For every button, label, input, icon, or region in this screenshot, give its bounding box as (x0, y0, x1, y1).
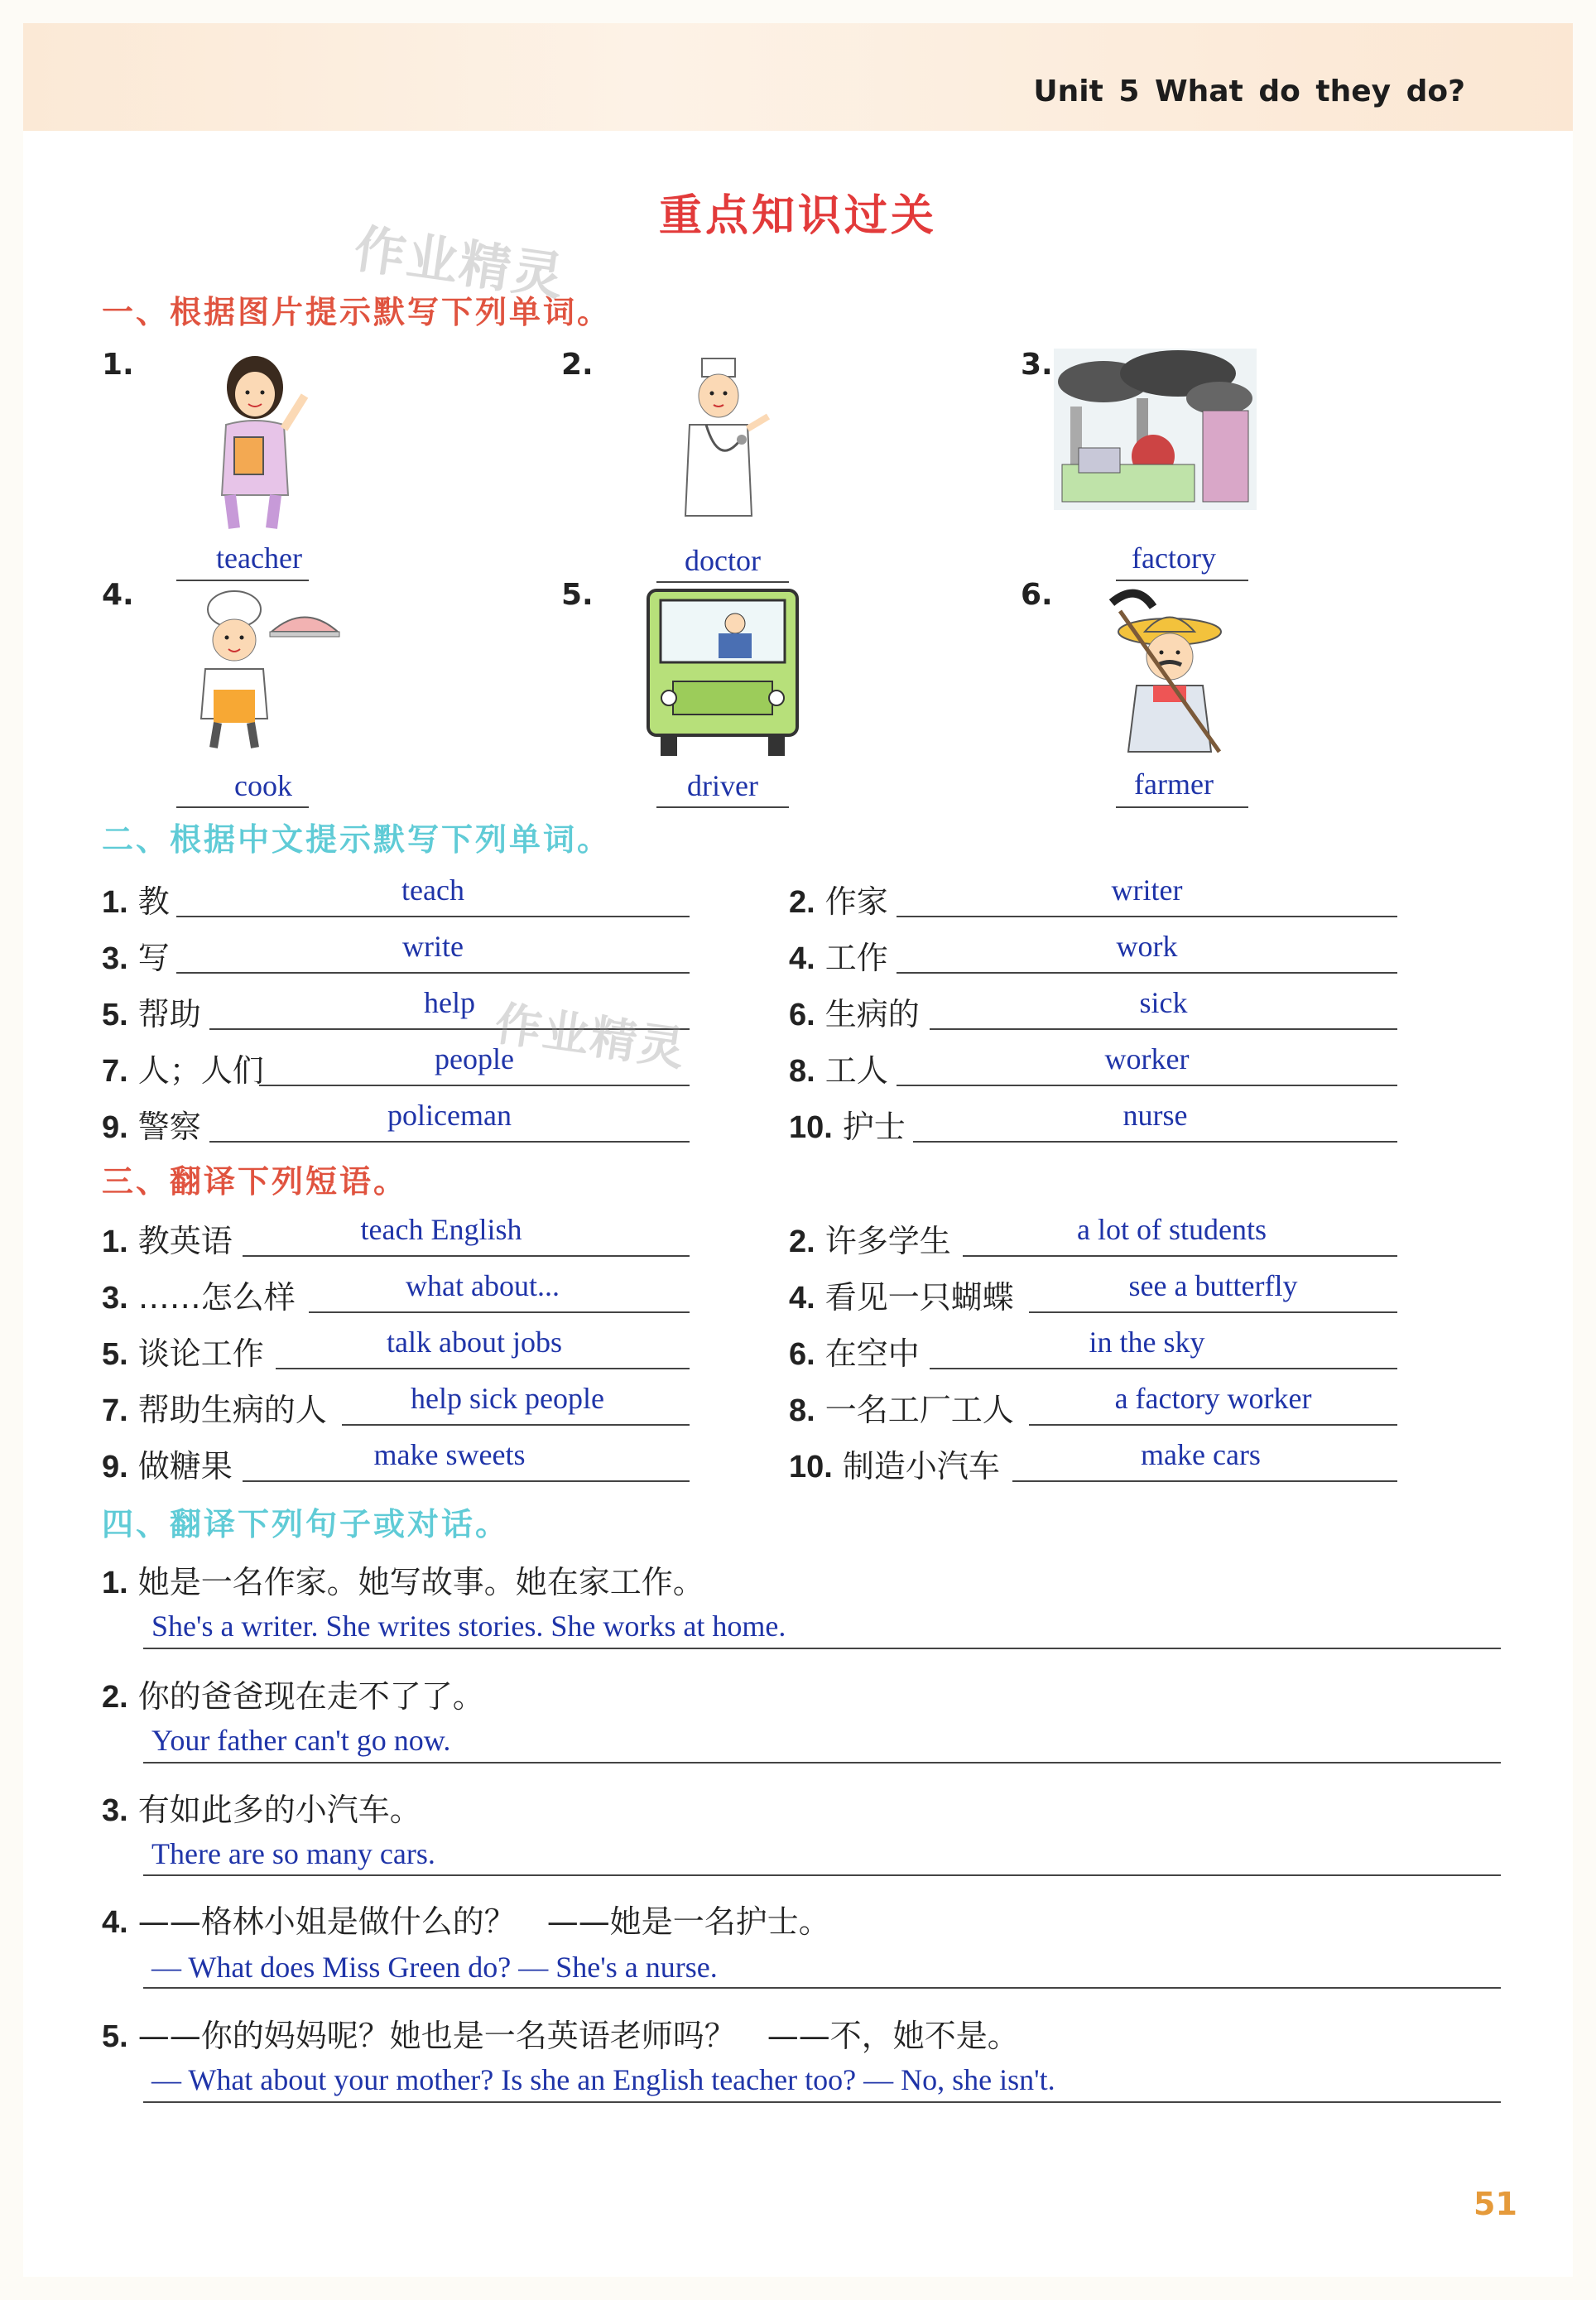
section-3-title: 三、翻译下列短语。 (102, 1163, 408, 1200)
s2-q1-answer: teach (401, 873, 464, 907)
q3-number: 3. (1021, 348, 1053, 382)
page-title: 重点知识过关 (658, 191, 937, 241)
s3-q9: 9. 做糖果 (102, 1448, 233, 1484)
cook-illustration (180, 586, 346, 752)
s3-q4-answer: see a butterfly (1128, 1269, 1298, 1302)
s4-q2-line (143, 1762, 1501, 1763)
bus-driver-illustration (640, 582, 805, 760)
s4-q5-line (143, 2101, 1501, 2103)
s3-q8: 8. 一名工厂工人 (789, 1392, 1014, 1428)
watermark: 作业精灵 (350, 218, 570, 308)
s4-q3-answer: There are so many cars. (151, 1837, 435, 1870)
s3-q6-answer: in the sky (1089, 1326, 1205, 1359)
factory-illustration (1054, 349, 1257, 510)
doctor-illustration (661, 350, 776, 537)
s2-q2: 2. 作家 (789, 883, 888, 920)
s2-q8-line (897, 1085, 1397, 1086)
q5-underline (656, 806, 789, 808)
unit-header: Unit 5 What do they do? (1033, 75, 1465, 108)
s2-q9: 9. 警察 (102, 1109, 201, 1145)
s3-q3-answer: what about... (406, 1269, 560, 1302)
s2-q3: 3. 写 (102, 940, 170, 976)
s3-q10: 10. 制造小汽车 (789, 1448, 1000, 1484)
s4-q2-prompt: 2. 你的爸爸现在走不了了。 (102, 1678, 484, 1715)
s3-q2-line (963, 1255, 1397, 1257)
s3-q2-answer: a lot of students (1077, 1213, 1267, 1246)
s4-q1-prompt: 1. 她是一名作家。她写故事。她在家工作。 (102, 1564, 704, 1600)
s2-q10: 10. 护士 (789, 1109, 906, 1145)
s2-q4-answer: work (1116, 930, 1178, 963)
s2-q6-answer: sick (1139, 986, 1188, 1019)
worksheet-page (23, 23, 1573, 2277)
s4-q5-prompt: 5. ——你的妈妈呢？她也是一名英语老师吗？ ——不，她不是。 (102, 2018, 1019, 2054)
s2-q10-line (913, 1141, 1397, 1143)
s3-q3-line (309, 1311, 690, 1313)
s3-q9-line (243, 1480, 690, 1482)
s3-q8-line (1029, 1424, 1397, 1426)
page-number: 51 (1473, 2186, 1517, 2222)
s2-q8: 8. 工人 (789, 1052, 888, 1089)
s3-q7-line (342, 1424, 690, 1426)
s3-q2: 2. 许多学生 (789, 1223, 951, 1259)
s3-q6: 6. 在空中 (789, 1335, 920, 1372)
s2-q3-answer: write (402, 930, 464, 963)
q1-number: 1. (102, 348, 134, 382)
s3-q1: 1. 教英语 (102, 1223, 233, 1259)
s3-q7: 7. 帮助生病的人 (102, 1392, 327, 1428)
s3-q9-answer: make sweets (373, 1438, 526, 1471)
section-4-title: 四、翻译下列句子或对话。 (102, 1506, 510, 1542)
section-1-title: 一、根据图片提示默写下列单词。 (102, 294, 612, 330)
q3-underline (1116, 580, 1248, 581)
s2-q4: 4. 工作 (789, 940, 888, 976)
s4-q1-answer: She's a writer. She writes stories. She works at home. (151, 1610, 786, 1643)
s2-q7: 7. 人；人们 (102, 1052, 264, 1089)
s4-q4-answer: — What does Miss Green do? — She's a nurse. (151, 1951, 718, 1984)
s2-q6: 6. 生病的 (789, 996, 920, 1032)
s2-q4-line (897, 972, 1397, 974)
s3-q8-answer: a factory worker (1114, 1382, 1312, 1415)
s2-q5-answer: help (424, 986, 475, 1019)
s4-q3-prompt: 3. 有如此多的小汽车。 (102, 1792, 421, 1828)
s4-q5-answer: — What about your mother? Is she an English teacher too? — No, she isn't. (151, 2063, 1055, 2096)
s3-q1-line (243, 1255, 690, 1257)
q5-answer: driver (687, 769, 758, 802)
s3-q1-answer: teach English (360, 1213, 522, 1246)
s3-q10-answer: make cars (1141, 1438, 1261, 1471)
q4-answer: cook (234, 769, 292, 802)
q1-answer: teacher (216, 541, 302, 575)
s3-q10-line (1012, 1480, 1397, 1482)
s4-q2-answer: Your father can't go now. (151, 1724, 451, 1757)
q6-answer: farmer (1134, 767, 1214, 801)
q4-underline (176, 806, 309, 808)
q2-number: 2. (561, 348, 594, 382)
s2-q2-answer: writer (1111, 873, 1183, 907)
watermark-2: 作业精灵 (491, 997, 690, 1077)
s4-q4-line (143, 1987, 1501, 1989)
s3-q5-answer: talk about jobs (387, 1326, 562, 1359)
q6-number: 6. (1021, 578, 1053, 612)
s2-q9-line (209, 1141, 690, 1143)
s3-q4-line (1029, 1311, 1397, 1313)
s2-q1-line (176, 916, 690, 917)
s3-q5-line (276, 1368, 690, 1369)
s3-q4: 4. 看见一只蝴蝶 (789, 1279, 1014, 1316)
s2-q8-answer: worker (1104, 1042, 1190, 1075)
s2-q7-answer: people (435, 1042, 514, 1075)
s4-q4-prompt: 4. ——格林小姐是做什么的？ ——她是一名护士。 (102, 1903, 830, 1940)
q5-number: 5. (561, 578, 594, 612)
s3-q7-answer: help sick people (411, 1382, 604, 1415)
s2-q5: 5. 帮助 (102, 996, 201, 1032)
s3-q3: 3. ……怎么样 (102, 1279, 296, 1316)
s2-q1: 1. 教 (102, 883, 170, 920)
q1-underline (176, 580, 309, 581)
section-2-title: 二、根据中文提示默写下列单词。 (102, 821, 612, 858)
q4-number: 4. (102, 578, 134, 612)
s2-q2-line (897, 916, 1397, 917)
teacher-illustration (189, 346, 329, 532)
s4-q1-line (143, 1648, 1501, 1649)
s2-q9-answer: policeman (387, 1099, 512, 1132)
s3-q5: 5. 谈论工作 (102, 1335, 264, 1372)
s2-q10-answer: nurse (1122, 1099, 1188, 1132)
s2-q6-line (930, 1028, 1397, 1030)
s2-q3-line (176, 972, 690, 974)
q6-underline (1116, 806, 1248, 808)
s3-q6-line (930, 1368, 1397, 1369)
q2-answer: doctor (685, 544, 761, 577)
s2-q7-line (259, 1085, 690, 1086)
s4-q3-line (143, 1874, 1501, 1876)
q3-answer: factory (1132, 541, 1216, 575)
farmer-illustration (1103, 586, 1240, 756)
